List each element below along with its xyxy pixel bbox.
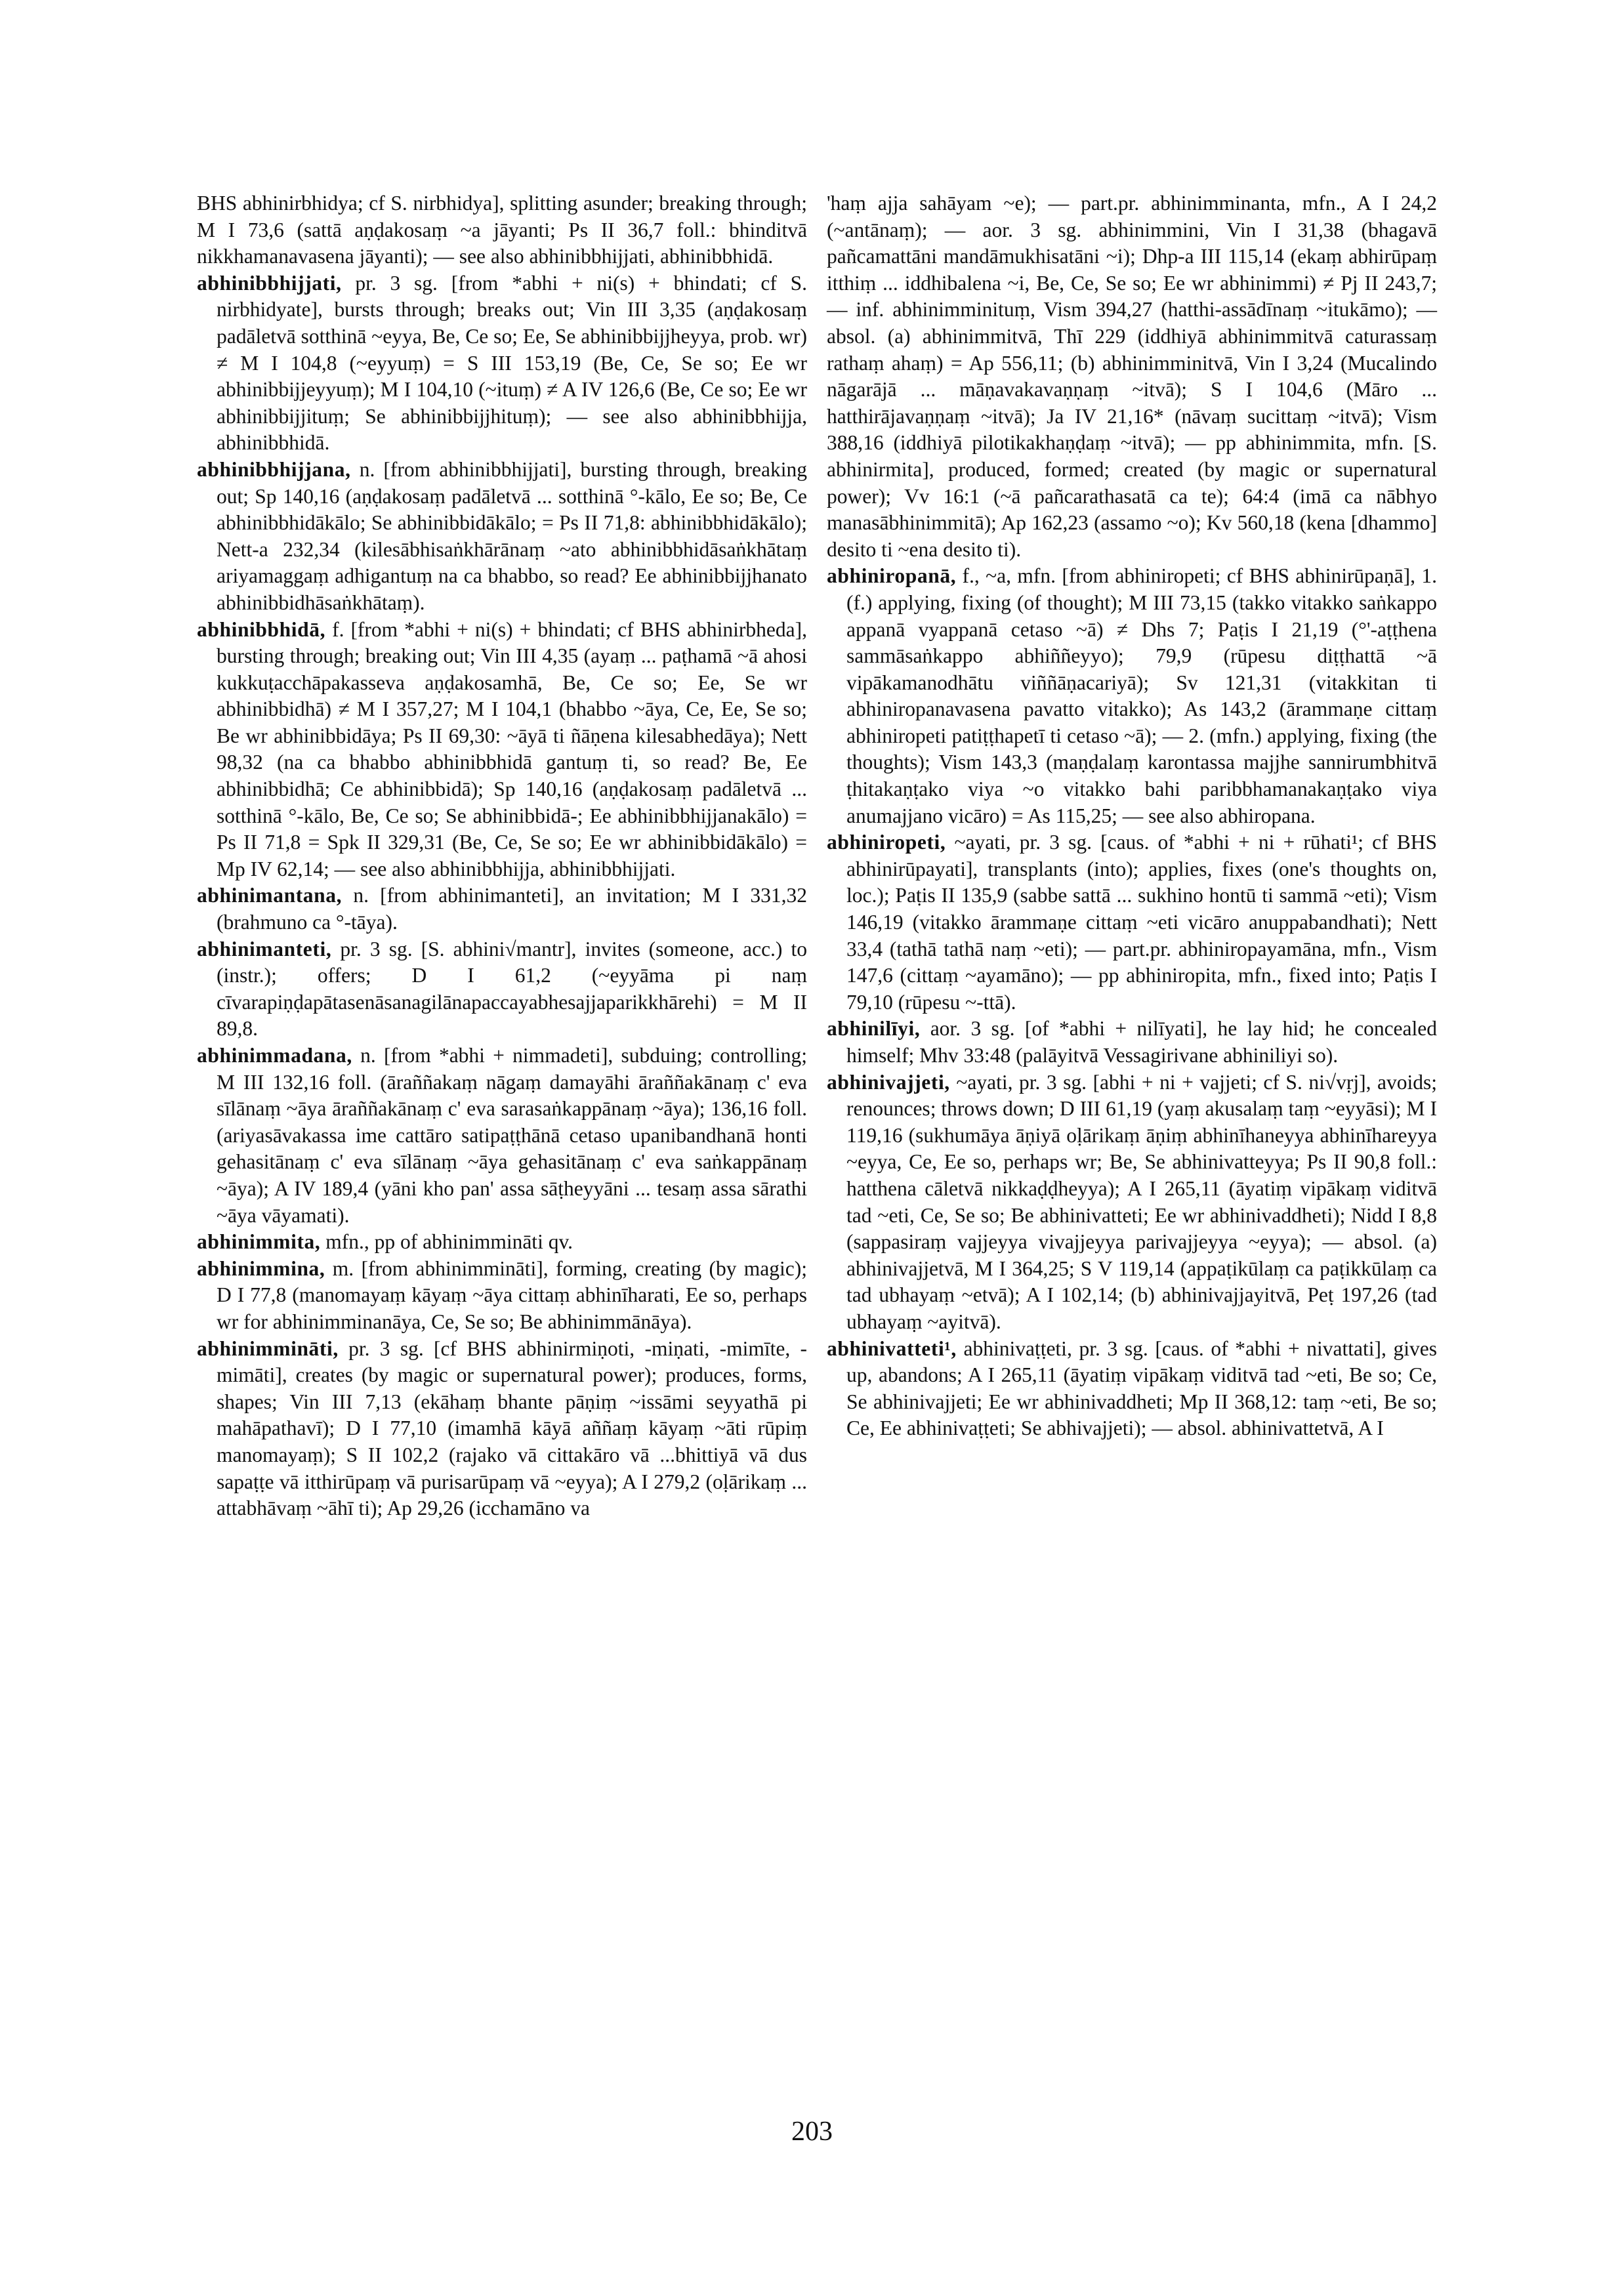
dictionary-entry: [197, 270, 807, 457]
entry-headword: abhinimmita,: [197, 1230, 321, 1254]
entry-text: f., ~a, mfn. [from abhiniropeti; cf BHS abhinirūpaṇā], 1. (f.) applying, fixing (of thought); M III 73,15 (takko vitakko saṅkappo appanā vyappanā cetaso ~ā) ≠ Dhs 7; Paṭis I 21,19 (°'-aṭṭhena sammāsaṅkappo abhiññeyyo); 79,9 (rūpesu diṭṭhattā ~ā vipākamanodhātu viññāṇacariyā); Sv 121,31 (vitakkitan ti abhiniropanavasena pavatto vitakko); As 143,2 (ārammaṇe cittaṃ abhiniropeti patiṭṭhapetī ti cetaso ~ā); — 2. (mfn.) applying, fixing (the thoughts); Vism 143,3 (maṇḍalaṃ karontassa majjhe sannirumbhitvā ṭhitakaṇṭako viya ~o vitakko bahi paribbhamanakaṇṭako viya anumajjano vicāro) = As 115,25; — see also abhiropana.: [846, 564, 1437, 827]
entry-text: f. [from *abhi + ni(s) + bhindati; cf BHS abhinirbheda], bursting through; breaking out; Vin III 4,35 (ayaṃ ... paṭhamā ~ā ahosi kukkuṭacchāpakasseva aṇḍakosamhā, Be, Ce so; Ee, Se wr abhinibbidhā) ≠ M I 357,27; M I 104,1 (bhabbo ~āya, Ce, Ee, Se so; Be wr abhinibbidāya; Ps II 69,30: ~āyā ti ñāṇena kilesabhedāya); Nett 98,32 (na ca bhabbo abhinibbhidā gantuṃ ti, so read? Be, Ee abhinibbidhā; Ce abhinibbidā); Sp 140,16 (aṇḍakosaṃ padāletvā ... sotthinā °-kālo, Be, Ce so; Se abhinibbidā-; Ee abhinibbhijjanakālo) = Ps II 71,8 = Spk II 329,31 (Be, Ce, Se so; Ee wr abhinibbidākālo) = Mp IV 62,14; — see also abhinibbhijja, abhinibbhijjati.: [217, 617, 807, 880]
entry-text: abhinivaṭṭeti, pr. 3 sg. [caus. of *abhi + nivattati], gives up, abandons; A I 265,11 (āyatiṃ vipākaṃ viditvā tad ~eti, Be so; Ce, Se abhinivajjeti; Ee wr abhinivaddheti; Mp II 368,12: taṃ ~eti, Be so; Ce, Ee abhinivaṭṭeti; Se abhivajjeti); — absol. abhinivattetvā, A I: [846, 1336, 1437, 1440]
entry-text: ~ayati, pr. 3 sg. [abhi + ni + vajjeti; cf S. ni√vṛj], avoids; renounces; throws down; D III 61,19 (yaṃ akusalaṃ taṃ ~eyyāsi); M I 119,16 (sukhumāya āṇiyā oḷārikaṃ āṇiṃ abhinīhaneyya abhinīhareyya ~eyya, Ce, Ee so, perhaps wr; Be, Se abhinivatteyya; Ps II 90,8 foll.: hatthena cāletvā nikkaḍḍheyya); A I 265,11 (āyatiṃ vipākaṃ viditvā tad ~eti, Ce, Se so; Be abhinivatteti; Ee wr abhinivaddheti); Nidd I 8,8 (sappasiraṃ vajjeyya vivajjeyya parivajjeyya ~eyya); — absol. (a) abhinivajjetvā, M I 364,25; S V 119,14 (appaṭikūlaṃ ca paṭikkūlaṃ ca tad ubhayaṃ ~etvā); A I 102,14; (b) abhinivajjayitvā, Peṭ 197,26 (tad ubhayaṃ ~ayitvā).: [846, 1070, 1438, 1333]
entry-text: aor. 3 sg. [of *abhi + nilīyati], he lay hid; he concealed himself; Mhv 33:48 (palāyitvā Vessagirivane abhiniliyi so).: [846, 1017, 1438, 1067]
entry-continuation: [197, 190, 807, 270]
dictionary-entry: [197, 882, 807, 936]
entry-headword: abhinimanteti,: [197, 937, 332, 961]
page-number: 203: [791, 2117, 833, 2147]
dictionary-entry: [197, 1229, 807, 1256]
entry-text: mfn., pp of abhinimmināti qv.: [325, 1230, 573, 1254]
entry-headword: abhinibbhijjati,: [197, 271, 342, 295]
entry-text: BHS abhinirbhidya; cf S. nirbhidya], splitting asunder; breaking through; M I 73,6 (sattā aṇḍakosaṃ ~a jāyanti; Ps II 36,7 foll.: bhinditvā nikkhamanavasena jāyanti); — see also abhinibbhijjati, abhinibbhidā.: [197, 192, 807, 268]
dictionary-entry: [827, 1016, 1437, 1069]
entry-text: pr. 3 sg. [cf BHS abhinirmiṇoti, -miṇati, -mimīte, -mimāti], creates (by magic or supernatural power); produces, forms, shapes; Vin III 7,13 (ekāhaṃ bhante pāṇiṃ ~issāmi seyyathā pi mahāpathavī); D I 77,10 (imamhā kāyā aññaṃ kāyaṃ ~āti rūpiṃ manomayaṃ); S II 102,2 (rajako vā cittakāro vā ...bhittiyā vā dus sapaṭṭe vā itthirūpaṃ vā purisarūpaṃ vā ~eyya); A I 279,2 (oḷārikaṃ ... attabhāvaṃ ~āhī ti); Ap 29,26 (icchamāno va: [217, 1336, 807, 1520]
dictionary-entry: [827, 1336, 1437, 1442]
entry-headword: abhinilīyi,: [827, 1017, 921, 1041]
left-column: [197, 190, 807, 1522]
entry-text: ~ayati, pr. 3 sg. [caus. of *abhi + ni + rūhati¹; cf BHS abhinirūpayati], transplants (into); applies, fixes (one's thoughts on, loc.); Paṭis II 135,9 (sabbe sattā ... sukhino hontū ti sammā ~eti); Vism 146,19 (vitakko ārammaṇe cittaṃ ~eti vicāro anuppabandhati); Nett 33,4 (tathā tathā naṃ ~eti); — part.pr. abhiniropayamāna, mfn., Vism 147,6 (cittaṃ ~ayamāno); — pp abhiniropita, mfn., fixed into; Paṭis I 79,10 (rūpesu ~-ttā).: [846, 831, 1438, 1014]
entry-headword: abhinivajjeti,: [827, 1070, 950, 1094]
entry-headword: abhinivatteti¹,: [827, 1336, 957, 1360]
entry-text: n. [from abhinibbhijjati], bursting through, breaking out; Sp 140,16 (aṇḍakosaṃ padāletvā ... sotthinā °-kālo, Ee so; Be, Ce abhinibbhidākālo; Se abhinibbidākālo; = Ps II 71,8: abhinibbhidākālo); Nett-a 232,34 (kilesābhisaṅkhārānaṃ ~ato abhinibbhidāsaṅkhātaṃ ariyamaggaṃ adhigantuṃ na ca bhabbo, so read? Ee abhinibbijjhanato abhinibbidhāsaṅkhātaṃ).: [217, 457, 807, 614]
entry-headword: abhinimmadana,: [197, 1044, 352, 1067]
dictionary-entry: [197, 1256, 807, 1336]
dictionary-entry: [197, 617, 807, 883]
entry-text: n. [from *abhi + nimmadeti], subduing; controlling; M III 132,16 foll. (āraññakaṃ nāgaṃ damayāhi āraññakānaṃ c' eva sīlānaṃ ~āya āraññakānaṃ c' eva sarasaṅkappānaṃ ~āya); 136,16 foll. (ariyasāvakassa ime cattāro satipaṭṭhānā cetaso upanibandhanā honti gehasitānaṃ c' eva sīlānaṃ ~āya gehasitānaṃ c' eva saṅkappānaṃ ~āya); A IV 189,4 (yāni kho pan' assa sāṭheyyāni ... tesaṃ assa sārathi ~āya vāyamati).: [217, 1044, 808, 1227]
entry-headword: abhinibbhidā,: [197, 617, 326, 641]
right-column: [827, 190, 1437, 1442]
entry-text: pr. 3 sg. [from *abhi + ni(s) + bhindati; cf S. nirbhidyate], bursts through; breaks out; Vin III 3,35 (aṇḍakosaṃ padāletvā sotthinā ~eyya, Be, Ce so; Ee, Se abhinibbijjheyya, prob. wr) ≠ M I 104,8 (~eyyuṃ) = S III 153,19 (Be, Ce, Se so; Ee wr abhinibbijjeyyuṃ); M I 104,10 (~ituṃ) ≠ A IV 126,6 (Be, Ce so; Ee wr abhinibbijjituṃ; Se abhinibbijjhituṃ); — see also abhinibbhijja, abhinibbhidā.: [217, 271, 807, 455]
dictionary-entry: [827, 829, 1437, 1016]
dictionary-entry: [827, 563, 1437, 829]
entry-headword: abhiniropanā,: [827, 564, 957, 588]
entry-text: m. [from abhinimmināti], forming, creating (by magic); D I 77,8 (manomayaṃ kāyaṃ ~āya cittaṃ abhinīharati, Ee so, perhaps wr for abhinimminanāya, Ce, Se so; Be abhinimmānāya).: [217, 1256, 808, 1333]
entry-headword: abhiniropeti,: [827, 831, 946, 854]
entry-continuation: [827, 190, 1437, 563]
dictionary-entry: [197, 1043, 807, 1229]
dictionary-entry: [197, 936, 807, 1043]
entry-headword: abhinimmināti,: [197, 1336, 339, 1360]
dictionary-entry: [827, 1069, 1437, 1336]
entry-headword: abhinibbhijjana,: [197, 457, 351, 481]
entry-headword: abhinimmina,: [197, 1256, 325, 1280]
entry-headword: abhinimantana,: [197, 884, 343, 907]
dictionary-entry: [197, 457, 807, 617]
entry-text: 'haṃ ajja sahāyam ~e); — part.pr. abhinimminanta, mfn., A I 24,2 (~antānaṃ); — aor. 3 sg. abhinimmini, Vin I 31,38 (bhagavā pañcamattāni mandāmukhisatāni ~i); Dhp-a III 115,14 (ekaṃ abhirūpaṃ itthiṃ ... iddhibalena ~i, Be, Ce, Se so; Ee wr abhinimmi) ≠ Pj II 243,7; — inf. abhinimminituṃ, Vism 394,27 (hatthi-assādīnaṃ ~itukāmo); — absol. (a) abhinimmitvā, Thī 229 (iddhiyā abhinimmitvā caturassaṃ rathaṃ ahaṃ) = Ap 556,11; (b) abhinimminitvā, Vin I 3,24 (Mucalindo nāgarājā ... māṇavakavaṇṇaṃ ~itvā); S I 104,6 (Māro ... hatthirājavaṇṇaṃ ~itvā); Ja IV 21,16* (nāvaṃ sucittaṃ ~itvā); Vism 388,16 (iddhiyā pilotikakhaṇḍaṃ ~itvā); — pp abhinimmita, mfn. [S. abhinirmita], produced, formed; created (by magic or supernatural power); Vv 16:1 (~ā pañcarathasatā ca te); 64:4 (imā ca nābhyo manasābhinimmitā); Ap 162,23 (assamo ~o); Kv 560,18 (kena [dhammo] desito ti ~ena desito ti).: [827, 192, 1437, 561]
entry-text: n. [from abhinimanteti], an invitation; M I 331,32 (brahmuno ca °-tāya).: [217, 884, 807, 934]
entry-text: pr. 3 sg. [S. abhini√mantr], invites (someone, acc.) to (instr.); offers; D I 61,2 (~eyyāma pi naṃ cīvarapiṇḍapātasenāsanagilānapaccayabhesajjaparikkhārehi) = M II 89,8.: [217, 937, 807, 1041]
dictionary-entry: [197, 1336, 807, 1522]
